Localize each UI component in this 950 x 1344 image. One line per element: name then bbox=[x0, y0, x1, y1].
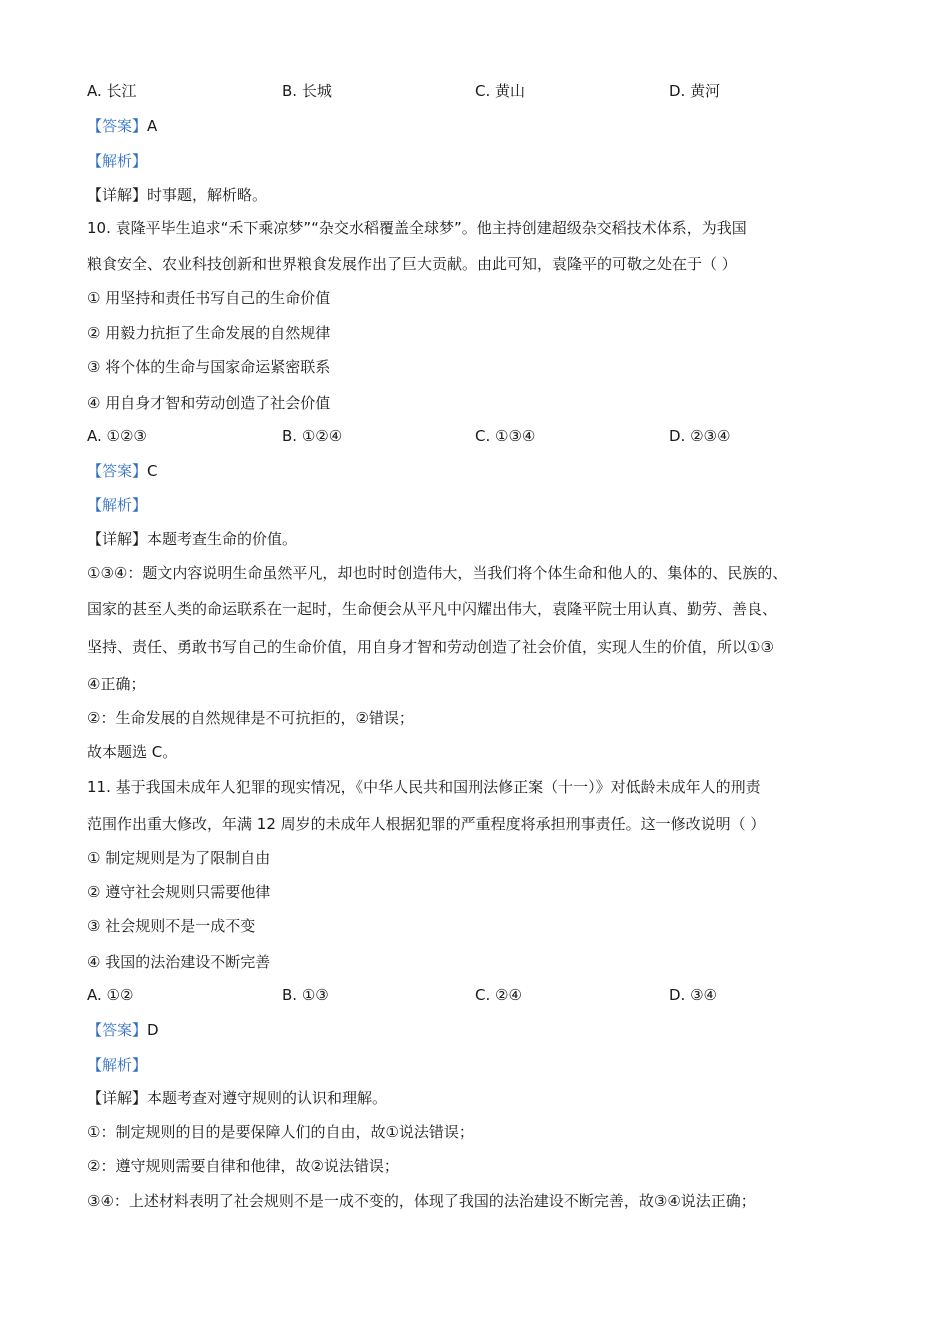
q10-option-a: A. ①②③ bbox=[87, 427, 147, 445]
q11-explanation-line-2: ②：遵守规则需要自律和他律，故②说法错误； bbox=[87, 1157, 399, 1175]
q11-item-1: ① 制定规则是为了限制自由 bbox=[87, 849, 271, 867]
q10-stem-line-1: 10. 袁隆平毕生追求“禾下乘凉梦”“杂交水稻覆盖全球梦”。他主持创建超级杂交稻技术体系，为我国 bbox=[87, 219, 747, 237]
q10-detail-label: 【详解】 bbox=[87, 530, 148, 548]
q11-option-b: B. ①③ bbox=[282, 986, 329, 1004]
q11-analysis-label: 【解析】 bbox=[87, 1056, 148, 1074]
q10-option-d: D. ②③④ bbox=[669, 427, 731, 445]
q9-option-b: B. 长城 bbox=[282, 82, 332, 100]
q11-option-c: C. ②④ bbox=[475, 986, 522, 1004]
q9-option-d: D. 黄河 bbox=[669, 82, 721, 100]
q9-option-a: A. 长江 bbox=[87, 82, 137, 100]
q10-item-3: ③ 将个体的生命与国家命运紧密联系 bbox=[87, 358, 331, 376]
q10-detail-text: 本题考查生命的价值。 bbox=[147, 530, 298, 548]
q11-item-4: ④ 我国的法治建设不断完善 bbox=[87, 953, 271, 971]
q11-detail-text: 本题考查对遵守规则的认识和理解。 bbox=[147, 1089, 388, 1107]
q11-detail bbox=[87, 1088, 387, 1108]
q11-answer bbox=[87, 1020, 159, 1040]
q11-stem-line-1: 11. 基于我国未成年人犯罪的现实情况，《中华人民共和国刑法修正案（十一）》对低龄未成年人的刑责 bbox=[87, 778, 761, 796]
q10-item-1: ① 用坚持和责任书写自己的生命价值 bbox=[87, 289, 331, 307]
q9-analysis-label: 【解析】 bbox=[87, 152, 148, 170]
q11-stem-line-2: 范围作出重大修改，年满 12 周岁的未成年人根据犯罪的严重程度将承担刑事责任。这一修改说明（ ） bbox=[87, 815, 766, 833]
q9-option-c: C. 黄山 bbox=[475, 82, 526, 100]
q9-detail-text: 时事题，解析略。 bbox=[147, 186, 268, 204]
q10-explanation-line-4: ④正确； bbox=[87, 675, 146, 693]
q10-answer-label: 【答案】 bbox=[87, 462, 148, 480]
q10-option-c: C. ①③④ bbox=[475, 427, 536, 445]
q9-answer-label: 【答案】 bbox=[87, 117, 148, 135]
q9-answer bbox=[87, 116, 157, 136]
q11-option-a: A. ①② bbox=[87, 986, 134, 1004]
q10-explanation-line-2: 国家的甚至人类的命运联系在一起时，生命便会从平凡中闪耀出伟大，袁隆平院士用认真、勤劳、善良、 bbox=[87, 600, 778, 618]
q10-item-4: ④ 用自身才智和劳动创造了社会价值 bbox=[87, 394, 331, 412]
q10-answer bbox=[87, 461, 158, 481]
q10-detail bbox=[87, 529, 297, 549]
q10-option-b: B. ①②④ bbox=[282, 427, 343, 445]
q11-options bbox=[87, 985, 867, 1005]
q11-answer-label: 【答案】 bbox=[87, 1021, 148, 1039]
q10-options bbox=[87, 426, 867, 446]
q9-options bbox=[87, 81, 867, 101]
q11-item-3: ③ 社会规则不是一成不变 bbox=[87, 917, 256, 935]
q9-answer-value: A bbox=[147, 117, 158, 135]
q10-explanation-line-3: 坚持、责任、勇敢书写自己的生命价值，用自身才智和劳动创造了社会价值，实现人生的价值，所以①③ bbox=[87, 638, 774, 656]
q10-analysis-label: 【解析】 bbox=[87, 496, 148, 514]
q10-explanation-line-1: ①③④：题文内容说明生命虽然平凡，却也时时创造伟大，当我们将个体生命和他人的、集体的、民族的、 bbox=[87, 564, 788, 582]
q11-answer-value: D bbox=[147, 1021, 159, 1039]
q11-option-d: D. ③④ bbox=[669, 986, 717, 1004]
q9-detail bbox=[87, 185, 267, 205]
q10-answer-value: C bbox=[147, 462, 158, 480]
q9-detail-label: 【详解】 bbox=[87, 186, 148, 204]
q11-detail-label: 【详解】 bbox=[87, 1089, 148, 1107]
q10-stem-line-2: 粮食安全、农业科技创新和世界粮食发展作出了巨大贡献。由此可知，袁隆平的可敬之处在于（ ） bbox=[87, 255, 737, 273]
q10-explanation-line-5: ②：生命发展的自然规律是不可抗拒的，②错误； bbox=[87, 709, 414, 727]
q11-item-2: ② 遵守社会规则只需要他律 bbox=[87, 883, 271, 901]
q11-explanation-line-3: ③④：上述材料表明了社会规则不是一成不变的，体现了我国的法治建设不断完善，故③④说法正确； bbox=[87, 1192, 756, 1210]
q10-conclusion: 故本题选 C。 bbox=[87, 743, 178, 761]
q11-explanation-line-1: ①：制定规则的目的是要保障人们的自由，故①说法错误； bbox=[87, 1123, 474, 1141]
q10-item-2: ② 用毅力抗拒了生命发展的自然规律 bbox=[87, 324, 331, 342]
